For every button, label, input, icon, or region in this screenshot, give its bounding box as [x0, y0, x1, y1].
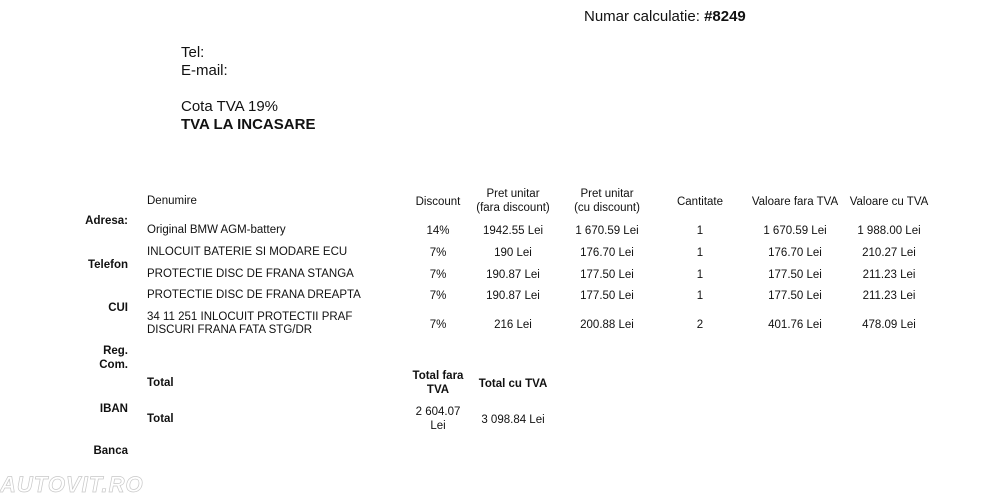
- row-3-denumire: PROTECTIE DISC DE FRANA DREAPTA: [147, 289, 361, 301]
- row-1-pret-fara: 190 Lei: [494, 247, 532, 259]
- header-pret-fara-line2: (fara discount): [476, 202, 550, 214]
- label-adresa: Adresa:: [85, 215, 128, 227]
- totals-value-fara-line1: 2 604.07: [415, 406, 461, 418]
- header-pret-cu-line1: Pret unitar: [580, 188, 634, 200]
- totals-value-cu: 3 098.84 Lei: [481, 414, 545, 426]
- tel-label: Tel:: [181, 44, 205, 61]
- row-3-pret-cu: 177.50 Lei: [580, 290, 634, 302]
- calc-label: Numar calculatie:: [584, 8, 700, 25]
- row-0-denumire: Original BMW AGM-battery: [147, 224, 286, 236]
- row-1-discount: 7%: [429, 247, 447, 259]
- row-1-denumire: INLOCUIT BATERIE SI MODARE ECU: [147, 246, 348, 258]
- row-3-discount: 7%: [429, 290, 447, 302]
- row-4-denumire: [147, 311, 352, 337]
- label-banca: Banca: [93, 445, 128, 457]
- label-telefon: Telefon: [87, 259, 128, 271]
- row-3-pret-fara: 190.87 Lei: [486, 290, 540, 302]
- row-3-cantitate: 1: [696, 290, 704, 302]
- row-3-valoare-cu: 211.23 Lei: [862, 290, 916, 302]
- row-4-valoare-cu: 478.09 Lei: [862, 319, 916, 331]
- header-cantitate: Cantitate: [676, 196, 724, 208]
- row-0-pret-cu: 1 670.59 Lei: [575, 225, 639, 237]
- header-pret-fara: [467, 187, 559, 215]
- row-4-denumire-line2: DISCURI FRANA FATA STG/DR: [147, 324, 313, 336]
- header-valoare-fara: Valoare fara TVA: [751, 196, 839, 208]
- header-valoare-cu: Valoare cu TVA: [849, 196, 929, 208]
- row-4-valoare-fara: 401.76 Lei: [768, 319, 822, 331]
- row-2-pret-cu: 177.50 Lei: [580, 269, 634, 281]
- row-2-denumire: PROTECTIE DISC DE FRANA STANGA: [147, 268, 354, 280]
- email-label: E-mail:: [181, 62, 228, 79]
- label-cui: CUI: [108, 302, 128, 314]
- label-iban: IBAN: [99, 403, 128, 415]
- row-1-valoare-fara: 176.70 Lei: [768, 247, 822, 259]
- row-4-cantitate: 2: [696, 319, 704, 331]
- tva-la-incasare: TVA LA INCASARE: [181, 116, 316, 133]
- header-denumire: Denumire: [147, 195, 197, 207]
- header-pret-cu: [562, 187, 652, 215]
- row-2-cantitate: 1: [696, 269, 704, 281]
- header-pret-fara-line1: Pret unitar: [486, 188, 540, 200]
- autovit-watermark: AUTOVIT.RO: [0, 472, 144, 497]
- row-0-valoare-fara: 1 670.59 Lei: [763, 225, 827, 237]
- row-4-pret-fara: 216 Lei: [494, 319, 532, 331]
- calc-number: #8249: [704, 8, 746, 25]
- row-2-valoare-fara: 177.50 Lei: [768, 269, 822, 281]
- totals-header-fara: [403, 369, 473, 397]
- totals-label-1: Total: [147, 377, 174, 389]
- row-1-valoare-cu: 210.27 Lei: [862, 247, 916, 259]
- row-4-discount: 7%: [429, 319, 447, 331]
- row-1-pret-cu: 176.70 Lei: [580, 247, 634, 259]
- label-reg: Reg.: [103, 345, 128, 357]
- totals-value-fara-line2: Lei: [430, 420, 446, 432]
- row-0-discount: 14%: [426, 225, 450, 237]
- row-2-valoare-cu: 211.23 Lei: [862, 269, 916, 281]
- totals-header-cu: Total cu TVA: [478, 378, 548, 390]
- calculation-number: [584, 8, 746, 25]
- row-3-valoare-fara: 177.50 Lei: [768, 290, 822, 302]
- totals-label-2: Total: [147, 413, 174, 425]
- row-2-pret-fara: 190.87 Lei: [486, 269, 540, 281]
- header-discount: Discount: [415, 196, 461, 208]
- row-0-cantitate: 1: [696, 225, 704, 237]
- row-0-valoare-cu: 1 988.00 Lei: [857, 225, 921, 237]
- totals-header-fara-line2: TVA: [426, 384, 450, 396]
- cota-tva: Cota TVA 19%: [181, 98, 279, 115]
- totals-header-fara-line1: Total fara: [412, 370, 464, 382]
- row-0-pret-fara: 1942.55 Lei: [482, 225, 544, 237]
- row-2-discount: 7%: [429, 269, 447, 281]
- row-4-denumire-line1: 34 11 251 INLOCUIT PROTECTII PRAF: [147, 311, 353, 323]
- totals-value-fara: [403, 405, 473, 433]
- header-pret-cu-line2: (cu discount): [574, 202, 640, 214]
- label-com: Com.: [99, 359, 128, 371]
- row-1-cantitate: 1: [696, 247, 704, 259]
- row-4-pret-cu: 200.88 Lei: [580, 319, 634, 331]
